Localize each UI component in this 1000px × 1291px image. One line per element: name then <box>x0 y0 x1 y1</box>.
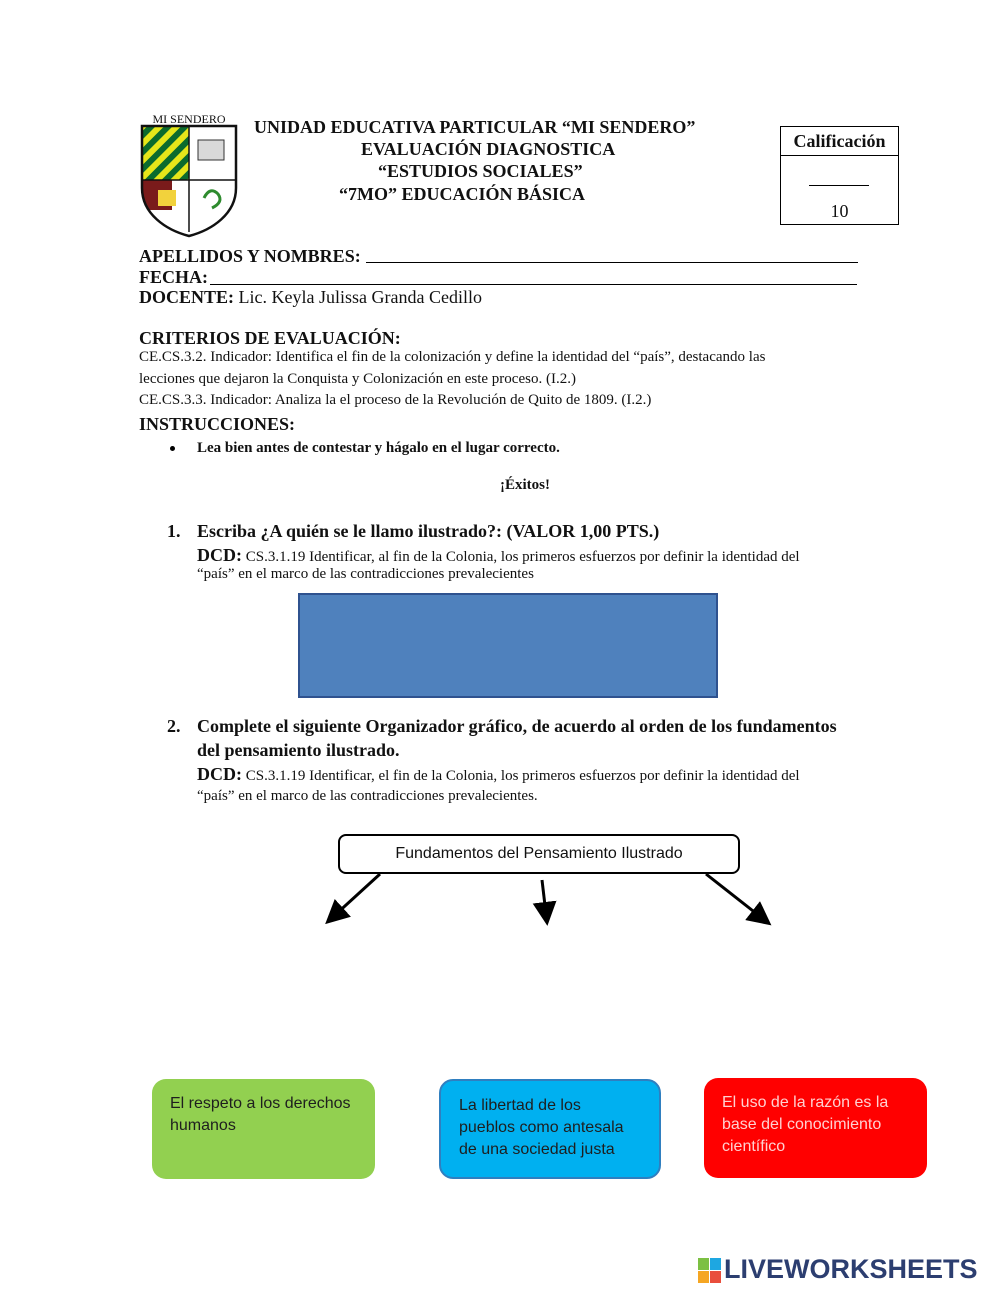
q1-text: Escriba ¿A quién se le llamo ilustrado?: (VALOR 1,00 PTS.) <box>197 521 660 541</box>
success-text: ¡Éxitos! <box>500 477 550 493</box>
criteria-line-2: lecciones que dejaron la Conquista y Colonización en este proceso. (I.2.) <box>139 371 576 387</box>
arrow-center <box>542 880 546 914</box>
name-label: APELLIDOS Y NOMBRES: <box>139 246 361 266</box>
grade-max: 10 <box>830 201 849 221</box>
q1-dcd-line-2: “país” en el marco de las contradicciones prevalecientes <box>197 566 534 582</box>
grade-title: Calificación <box>781 127 898 156</box>
criteria-line-3: CE.CS.3.3. Indicador: Analiza la el proceso de la Revolución de Quito de 1809. (I.2.) <box>139 392 652 408</box>
brand-text: LIVEWORKSHEETS <box>724 1254 978 1284</box>
school-name: UNIDAD EDUCATIVA PARTICULAR “MI SENDERO” <box>254 117 696 137</box>
answer-card-freedom[interactable]: La libertad de los pueblos como antesala de una sociedad justa <box>439 1079 661 1179</box>
date-label: FECHA: <box>139 267 208 287</box>
q2-dcd-line-2: “país” en el marco de las contradicciones prevalecientes. <box>197 788 538 804</box>
arrow-right <box>706 874 762 918</box>
criteria-line-1: CE.CS.3.2. Indicador: Identifica el fin de la colonización y define la identidad del “país”, destacando las <box>139 349 766 365</box>
liveworksheets-logo <box>698 1256 988 1286</box>
q2-dcd-text: CS.3.1.19 Identificar, el fin de la Colonia, los primeros esfuerzos por definir la identidad del <box>245 768 800 784</box>
q2-dcd-label: DCD: <box>197 764 242 784</box>
teacher-name: Lic. Keyla Julissa Granda Cedillo <box>238 287 482 307</box>
evaluation-type: EVALUACIÓN DIAGNOSTICA <box>361 139 616 159</box>
instruction-bullet: Lea bien antes de contestar y hágalo en el lugar correcto. <box>197 440 560 456</box>
logo-text: MI SENDERO <box>152 112 226 126</box>
criteria-heading: CRITERIOS DE EVALUACIÓN: <box>139 328 401 348</box>
grade-level: “7MO” EDUCACIÓN BÁSICA <box>339 184 586 204</box>
q1-dcd-label: DCD: <box>197 545 242 565</box>
q2-number: 2. <box>167 716 181 736</box>
subject-title: “ESTUDIOS SOCIALES” <box>378 161 583 181</box>
teacher-label: DOCENTE: <box>139 287 235 307</box>
q1-dcd-text: CS.3.1.19 Identificar, al fin de la Colonia, los primeros esfuerzos por definir la identidad del <box>245 549 800 565</box>
liveworksheets-badge-icon <box>698 1258 722 1284</box>
q1-number: 1. <box>167 521 181 541</box>
q2-text-line-1: Complete el siguiente Organizador gráfico, de acuerdo al orden de los fundamentos <box>197 716 837 736</box>
answer-card-human-rights[interactable]: El respeto a los derechos humanos <box>152 1079 375 1179</box>
instructions-heading: INSTRUCCIONES: <box>139 414 296 434</box>
organizer-title: Fundamentos del Pensamiento Ilustrado <box>338 834 740 874</box>
q2-text-line-2: del pensamiento ilustrado. <box>197 740 400 760</box>
arrow-left <box>334 874 380 916</box>
answer-card-reason[interactable]: El uso de la razón es la base del conocimiento científico <box>704 1078 927 1178</box>
